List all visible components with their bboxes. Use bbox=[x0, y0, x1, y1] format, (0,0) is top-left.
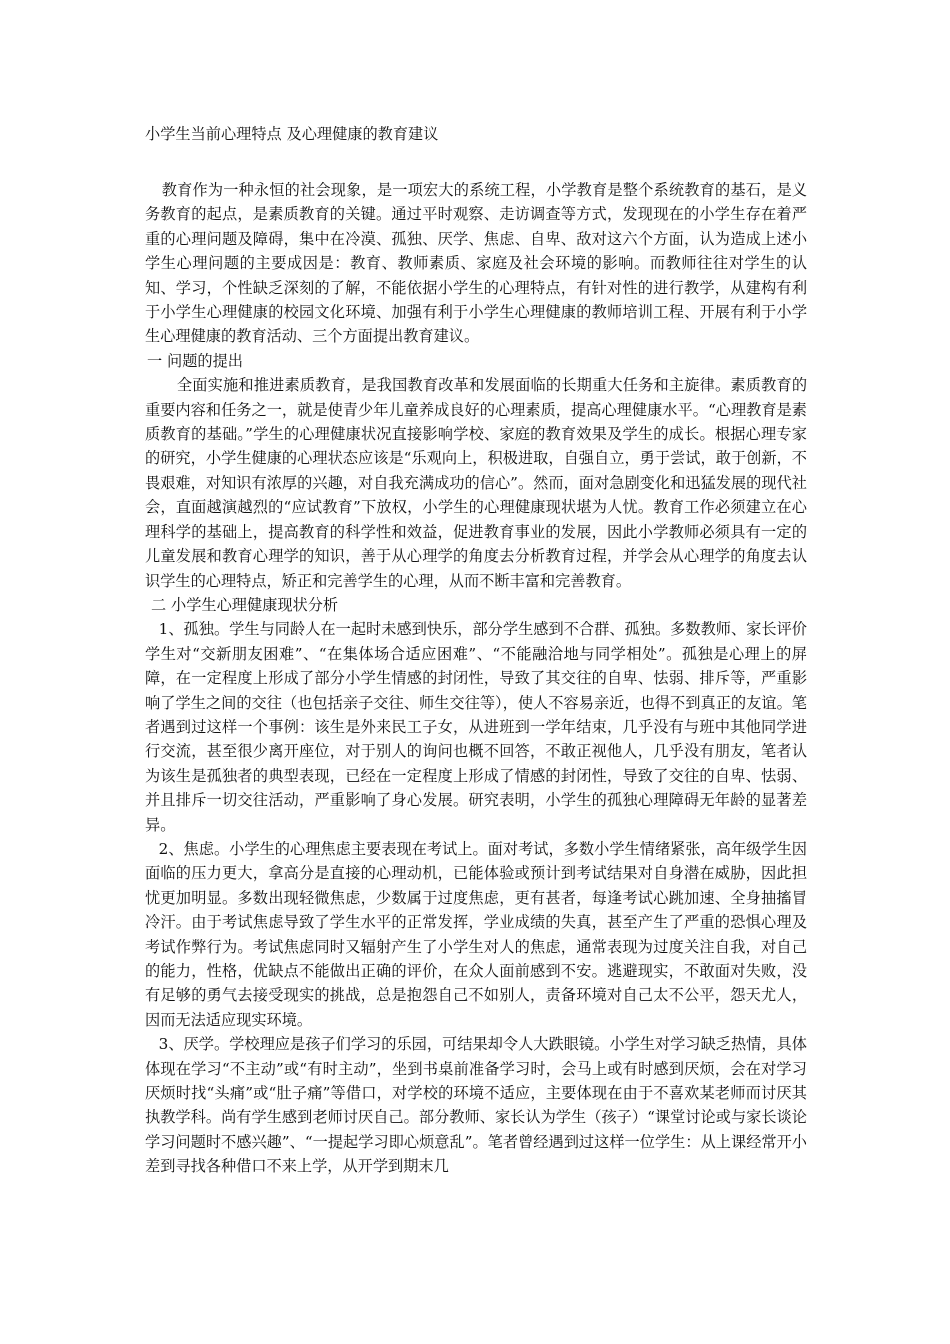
document-title: 小学生当前心理特点 及心理健康的教育建议 bbox=[145, 125, 439, 143]
document-page bbox=[145, 122, 807, 1179]
intro-paragraph: 教育作为一种永恒的社会现象，是一项宏大的系统工程，小学教育是整个系统教育的基石，是义务教育的起点，是素质教育的关键。通过平时观察、走访调查等方式，发现现在的小学生存在着严重的心理问题及障碍，集中在冷漠、孤独、厌学、焦虑、自卑、敌对这六个方面，认为造成上述小学生心理问题的主要成因是：教育、教师素质、家庭及社会环境的影响。而教师往往对学生的认知、学习，个性缺乏深刻的了解，不能依据小学生的心理特点，有针对性的进行教学，从建构有利于小学生心理健康的校园文化环境、加强有利于小学生心理健康的教师培训工程、开展有利于小学生心理健康的教育活动、三个方面提出教育建议。 bbox=[145, 181, 807, 346]
section-1-paragraph: 全面实施和推进素质教育，是我国教育改革和发展面临的长期重大任务和主旋律。素质教育的重要内容和任务之一，就是使青少年儿童养成良好的心理素质，提高心理健康水平。“心理教育是素质教育的基础。”学生的心理健康状况直接影响学校、家庭的教育效果及学生的成长。根据心理专家的研究，小学生健康的心理状态应该是“乐观向上，积极进取，自强自立，勇于尝试，敢于创新，不畏艰难，对知识有浓厚的兴趣，对自我充满成功的信心”。然而，面对急剧变化和迅猛发展的现代社会，直面越演越烈的“应试教育”下放权，小学生的心理健康现状堪为人忧。教育工作必须建立在心理科学的基础上，提高教育的科学性和效益，促进教育事业的发展，因此小学教师必须具有一定的儿童发展和教育心理学的知识，善于从心理学的角度去分析教育过程，并学会从心理学的角度去认识学生的心理特点，矫正和完善学生的心理，从而不断丰富和完善教育。 bbox=[145, 376, 807, 590]
section-heading-2: 二 小学生心理健康现状分析 bbox=[151, 595, 339, 614]
item-loneliness-paragraph: 1、孤独。学生与同龄人在一起时未感到快乐，部分学生感到不合群、孤独。多数教师、家长评价学生对“交新朋友困难”、“在集体场合适应困难”、“不能融洽地与同学相处”。孤独是心理上的屏障，在一定程度上形成了部分小学生情感的封闭性，导致了其交往的自卑、怯弱、排斥等，严重影响了学生之间的交往（也包括亲子交往、师生交往等），使人不容易亲近，也得不到真正的友谊。笔者遇到过这样一个事例：该生是外来民工子女，从进班到一学年结束，几乎没有与班中其他同学进行交流，甚至很少离开座位，对于别人的询问也概不回答，不敢正视他人，几乎没有朋友，笔者认为该生是孤独者的典型表现，已经在一定程度上形成了情感的封闭性，导致了交往的自卑、怯弱、并且排斥一切交往活动，严重影响了身心发展。研究表明，小学生的孤独心理障碍无年龄的显著差异。 bbox=[145, 620, 807, 834]
item-anxiety-paragraph: 2、焦虑。小学生的心理焦虑主要表现在考试上。面对考试，多数小学生情绪紧张，高年级学生因面临的压力更大，拿高分是直接的心理动机，已能体验或预计到考试结果对自身潜在威胁，因此担忧更加明显。多数出现轻微焦虑，少数属于过度焦虑，更有甚者，每逢考试心跳加速、全身抽搐冒冷汗。由于考试焦虑导致了学生水平的正常发挥，学业成绩的失真，甚至产生了严重的恐惧心理及考试作弊行为。考试焦虑同时又辐射产生了小学生对人的焦虑，通常表现为过度关注自我，对自己的能力，性格，优缺点不能做出正确的评价，在众人面前感到不安。逃避现实，不敢面对失败，没有足够的勇气去接受现实的挑战，总是抱怨自己不如别人，责备环境对自己太不公平，怨天尤人，因而无法适应现实环境。 bbox=[145, 839, 807, 1029]
item-study-aversion-paragraph: 3、厌学。学校理应是孩子们学习的乐园，可结果却令人大跌眼镜。小学生对学习缺乏热情，具体体现在学习“不主动”或“有时主动”，坐到书桌前准备学习时，会马上或有时感到厌烦，会在对学习厌烦时找“头痛”或“肚子痛”等借口，对学校的环境不适应，主要体现在由于不喜欢某老师而讨厌其执教学科。尚有学生感到老师讨厌自己。部分教师、家长认为学生（孩子）“课堂讨论或与家长谈论学习问题时不感兴趣”、“一提起学习即心烦意乱”。笔者曾经遇到过这样一位学生：从上课经常开小差到寻找各种借口不来上学，从开学到期末几 bbox=[145, 1035, 807, 1176]
section-heading-1: 一 问题的提出 bbox=[147, 351, 243, 370]
